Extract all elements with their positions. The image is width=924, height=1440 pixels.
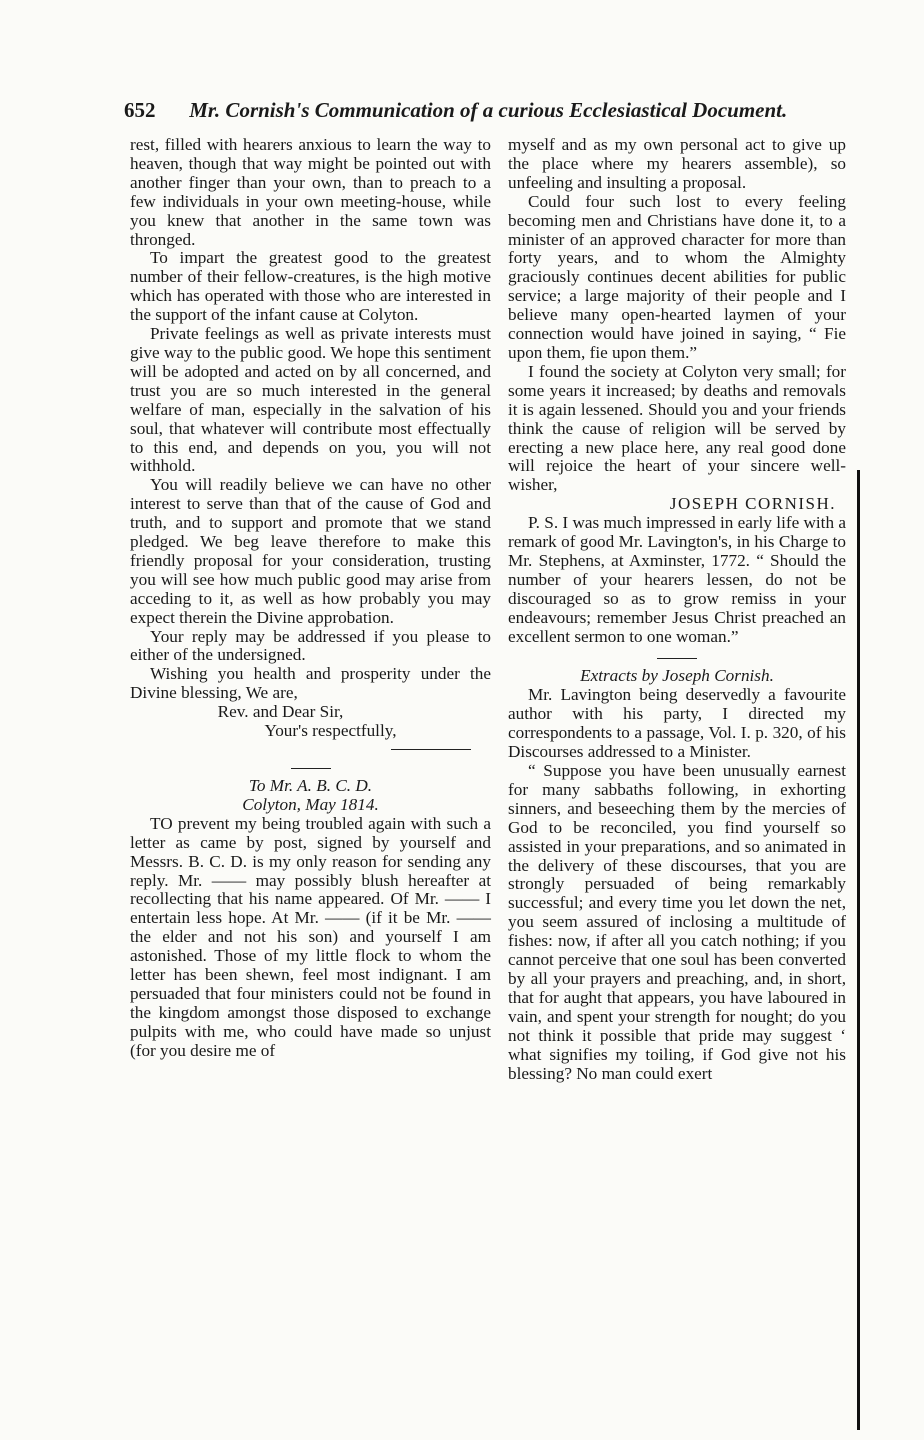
- running-header: [124, 98, 854, 130]
- paragraph: “ Suppose you have been unusually earnest for many sabbaths following, in exhorting sinners, and beseeching them by the mercies of God to be reconciled, you find yourself so assisted in your preparations, and so animated in the delivery of these discourses, that you are strongly persuaded of being remarkably successful; and every time you let down the net, you seem assured of inclosing a multitude of fishes: now, if after all you catch nothing; if you cannot perceive that one soul has been converted by all your prayers and preaching, and, in short, that for aught that appears, you have laboured in vain, and spent your strength for nought; do you not think it possible that pride may suggest ‘ what signifies my toiling, if God give not his blessing? No man could exert: [508, 761, 846, 1083]
- paragraph: Could four such lost to every feeling becoming men and Christians have done it, to a minister of an approved character for more than forty years, and to whom the Almighty graciously continues decent abilities for public service; a large majority of their people and I believe many open-hearted laymen of your connection would have joined in saying, “ Fie upon them, fie upon them.”: [508, 191, 846, 362]
- page-number: 652: [124, 98, 156, 122]
- paragraph: Private feelings as well as private interests must give way to the public good. We hope this sentiment will be adopted and acted on by all concerned, and trust you are so much interested in the general welfare of man, especially in the salvation of his soul, that whatever will contribute most effectually to this end, and depends on you, you will not withhold.: [130, 324, 491, 476]
- paragraph: Your reply may be addressed if you please to either of the undersigned.: [130, 626, 491, 665]
- divider: [657, 658, 697, 659]
- right-column: [508, 136, 846, 1083]
- paragraph: myself and as my own personal act to give up the place where my hearers assemble), so unfeeling and insulting a proposal.: [508, 135, 846, 192]
- divider: [291, 768, 331, 769]
- dateline: Colyton, May 1814.: [242, 794, 379, 814]
- address-heading: To Mr. A. B. C. D.: [248, 776, 373, 795]
- paragraph: To impart the greatest good to the greatest number of their fellow-creatures, is the high motive which has operated with those who are interested in the support of the infant cause at Colyton.: [130, 248, 491, 325]
- closing: Your's respectfully,: [264, 721, 397, 741]
- page-edge-bar: [857, 470, 860, 1430]
- left-column: [130, 136, 491, 1061]
- paragraph: Mr. Lavington being deservedly a favourite author with his party, I directed my correspondents to a passage, Vol. I. p. 320, of his Discourses addressed to a Minister.: [508, 685, 846, 762]
- paragraph: P. S. I was much impressed in early life with a remark of good Mr. Lavington's, in his Charge to Mr. Stephens, at Axminster, 1772. “ Should the number of your hearers lessen, do not be discouraged so as to grow remiss in your endeavours; remember Jesus Christ preached an excellent sermon to one woman.”: [508, 513, 846, 646]
- paragraph: I found the society at Colyton very small; for some years it increased; by deaths and removals it is again lessened. Should you and your friends think the cause of religion will be served by erecting a new place here, any real good done will rejoice the heart of your sincere well-wisher,: [508, 361, 846, 495]
- paragraph: rest, filled with hearers anxious to learn the way to heaven, though that way might be pointed out with another finger than your own, than to preach to a few individuals in your own meeting-house, while you knew that another in the same town was thronged.: [130, 135, 491, 249]
- signature: JOSEPH CORNISH.: [669, 494, 836, 514]
- extracts-heading: Extracts by Joseph Cornish.: [580, 666, 774, 686]
- running-title: Mr. Cornish's Communication of a curious Ecclesiastical Document.: [189, 98, 788, 122]
- salutation: Rev. and Dear Sir,: [217, 702, 344, 722]
- paragraph: Wishing you health and prosperity under the Divine blessing, We are,: [130, 664, 491, 703]
- divider: [391, 749, 471, 750]
- paragraph: TO prevent my being troubled again with such a letter as came by post, signed by yourself and Messrs. B. C. D. is my only reason for sending any reply. Mr. —— may possibly blush hereafter at recollecting that his name appeared. Of Mr. —— I entertain less hope. At Mr. —— (if it be Mr. —— the elder and not his son) and yourself I am astonished. Those of my little flock to whom the letter has been shewn, feel most indignant. I am persuaded that four ministers could not be found in the kingdom amongst those disposed to exchange pulpits with me, who could have made so unjust (for you desire me of: [130, 813, 491, 1060]
- paragraph: You will readily believe we can have no other interest to serve than that of the cause of God and truth, and to support and promote that we stand pledged. We beg leave therefore to make this friendly proposal for your consideration, trusting you will see how much public good may arise from acceding to it, as well as how probably you may expect therein the Divine approbation.: [130, 475, 491, 627]
